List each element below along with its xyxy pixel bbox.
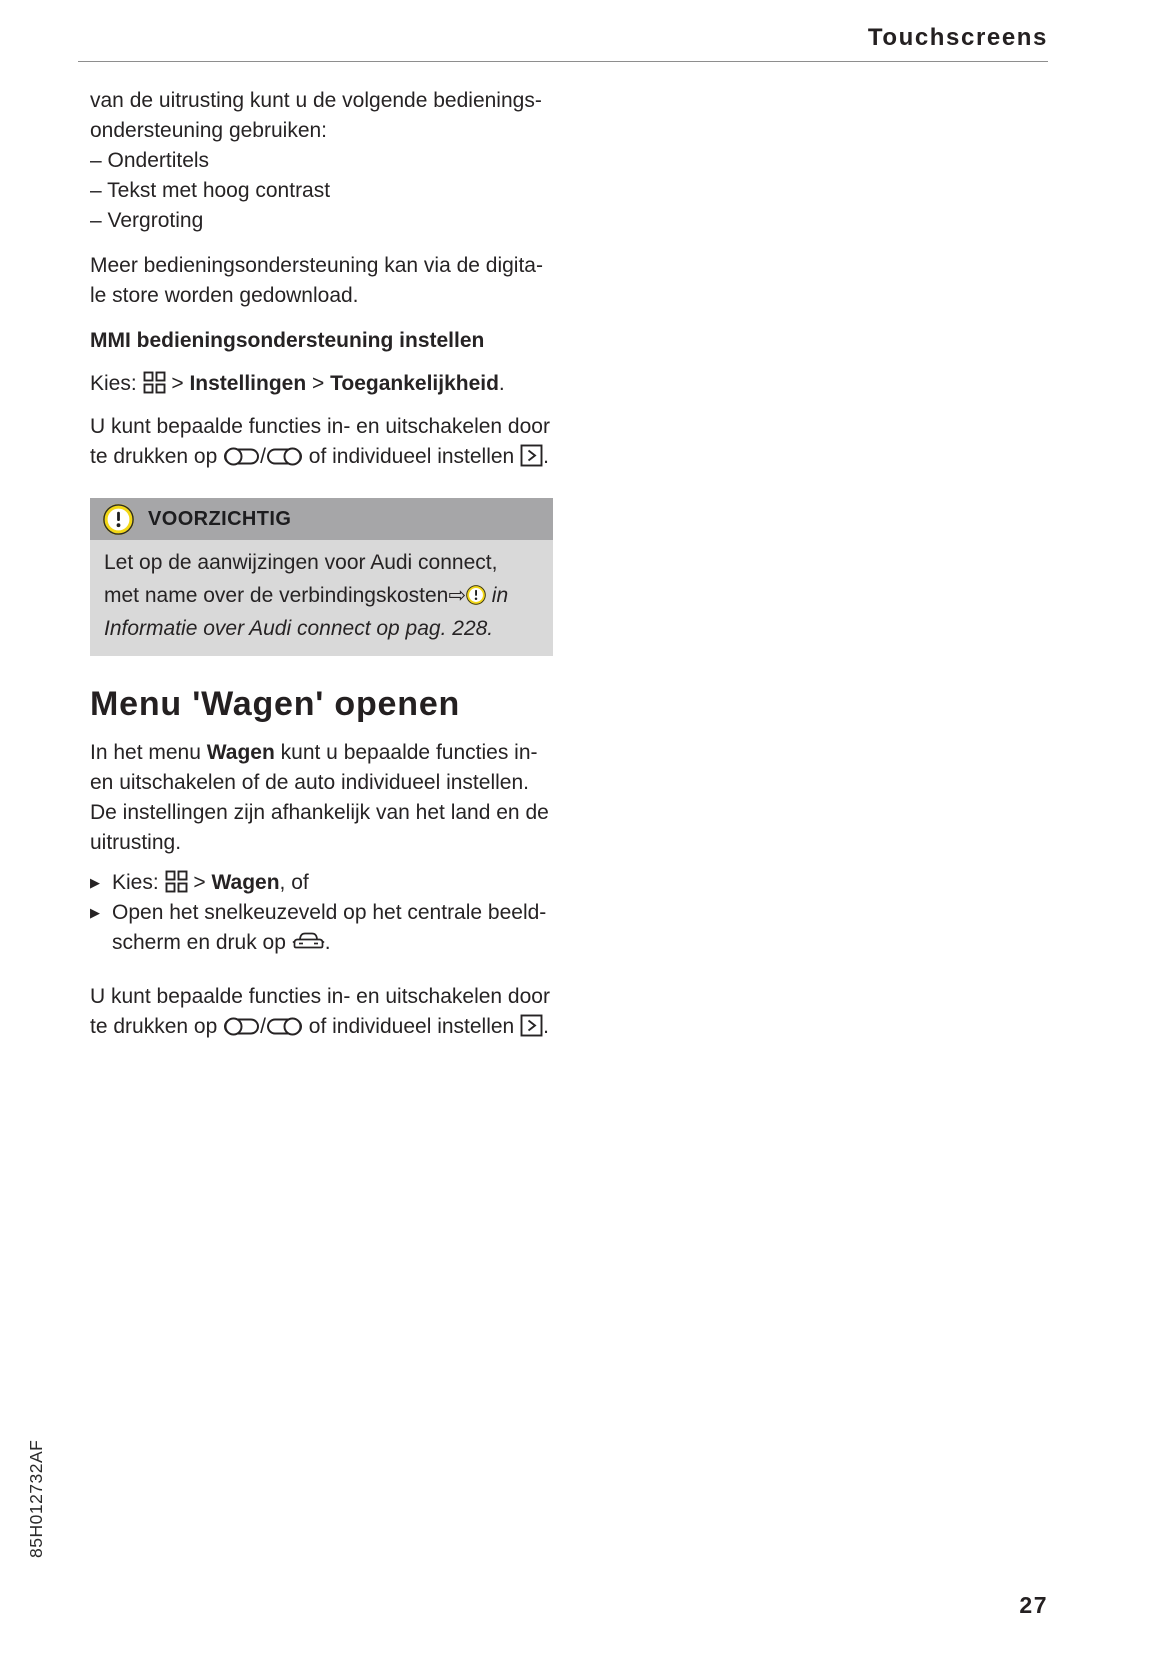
toggle-paragraph bbox=[90, 982, 553, 1042]
intro-line: ondersteuning gebruiken: bbox=[90, 119, 328, 142]
action-list bbox=[90, 868, 553, 958]
text-segment: In het menu bbox=[90, 741, 207, 764]
menu-name-wagen: Wagen bbox=[206, 741, 275, 764]
small-exclamation-icon bbox=[466, 585, 486, 605]
caution-line bbox=[104, 579, 539, 612]
section-subheading: MMI bedieningsondersteuning instellen bbox=[90, 329, 485, 352]
menu-item-toegankelijkheid: Toegankelijkheid bbox=[330, 372, 499, 395]
text-segment: kunt u bepaalde functies in- bbox=[274, 741, 538, 764]
paragraph-line: U kunt bepaalde functies in- en uitschakelen door bbox=[90, 415, 550, 438]
app-menu-grid-icon bbox=[165, 870, 188, 893]
app-menu-grid-icon bbox=[143, 371, 166, 394]
text-segment: / bbox=[260, 1015, 266, 1038]
paragraph-line: en uitschakelen of de auto individueel instellen. bbox=[90, 771, 529, 794]
text-segment: . bbox=[543, 1015, 549, 1038]
caution-title: VOORZICHTIG bbox=[148, 508, 292, 530]
bullet-triangle-icon: ▶ bbox=[90, 875, 100, 890]
caution-header bbox=[90, 498, 553, 540]
list-item: – Tekst met hoog contrast bbox=[90, 179, 331, 202]
menu-path-line bbox=[90, 367, 553, 401]
caution-exclamation-icon bbox=[103, 504, 134, 535]
text-segment: Kies: bbox=[112, 871, 165, 894]
menu-path-prefix: Kies: bbox=[90, 372, 143, 395]
paragraph-line bbox=[90, 738, 553, 768]
text-segment: / bbox=[260, 445, 266, 468]
text-segment: of individueel instellen bbox=[302, 1015, 521, 1038]
menu-path-sep: > bbox=[165, 372, 190, 395]
boxed-chevron-icon bbox=[520, 1014, 543, 1037]
reference-text: in bbox=[485, 584, 509, 607]
toggle-knob-right-icon bbox=[266, 1016, 303, 1037]
document-code: 85H012732AF bbox=[26, 1439, 46, 1558]
list-item: – Ondertitels bbox=[90, 149, 210, 172]
chapter-heading: Menu 'Wagen' openen bbox=[90, 685, 461, 723]
toggle-knob-left-icon bbox=[223, 446, 260, 467]
paragraph-line: le store worden gedownload. bbox=[90, 284, 359, 307]
action-item bbox=[90, 898, 553, 928]
boxed-chevron-icon bbox=[520, 444, 543, 467]
paragraph-line: De instellingen zijn afhankelijk van het land en de bbox=[90, 801, 549, 824]
header-divider bbox=[78, 61, 1048, 62]
paragraph-line-icons bbox=[90, 1012, 553, 1042]
menu-item-instellingen: Instellingen bbox=[189, 372, 307, 395]
text-segment: te drukken op bbox=[90, 1015, 224, 1038]
paragraph-line: Meer bedieningsondersteuning kan via de digita- bbox=[90, 254, 543, 277]
text-segment: > bbox=[187, 871, 212, 894]
paragraph-line-icons bbox=[90, 442, 553, 472]
text-segment: scherm en druk op bbox=[112, 931, 292, 954]
menu-path-suffix: . bbox=[498, 372, 505, 395]
intro-line: van de uitrusting kunt u de volgende bedienings- bbox=[90, 89, 542, 112]
text-segment: . bbox=[324, 931, 331, 954]
text-column bbox=[90, 86, 553, 1042]
paragraph bbox=[90, 251, 553, 311]
page-number: 27 bbox=[1019, 1592, 1048, 1618]
text-segment: , of bbox=[279, 871, 309, 894]
paragraph-line: U kunt bepaalde functies in- en uitschakelen door bbox=[90, 985, 550, 1008]
car-front-icon bbox=[292, 930, 325, 952]
caution-reference-line: Informatie over Audi connect op pag. 228. bbox=[104, 617, 494, 640]
toggle-paragraph bbox=[90, 412, 553, 472]
text-segment: Open het snelkeuzeveld op het centrale beeld- bbox=[112, 901, 547, 924]
action-item bbox=[90, 868, 553, 898]
text-segment: . bbox=[543, 445, 549, 468]
reference-arrow-icon: ⇨ bbox=[448, 584, 466, 607]
caution-box bbox=[90, 498, 553, 656]
text-segment: met name over de verbindingskosten bbox=[104, 584, 449, 607]
text-segment: te drukken op bbox=[90, 445, 224, 468]
text-segment: of individueel instellen bbox=[302, 445, 521, 468]
caution-line: Let op de aanwijzingen voor Audi connect, bbox=[104, 551, 498, 574]
paragraph bbox=[90, 738, 553, 858]
toggle-knob-right-icon bbox=[266, 446, 303, 467]
menu-name-wagen: Wagen bbox=[211, 871, 280, 894]
caution-body bbox=[90, 540, 553, 656]
paragraph-line: uitrusting. bbox=[90, 831, 182, 854]
page-title: Touchscreens bbox=[867, 24, 1048, 51]
bullet-triangle-icon: ▶ bbox=[90, 905, 100, 920]
menu-path-sep: > bbox=[306, 372, 331, 395]
list-item: – Vergroting bbox=[90, 209, 204, 232]
toggle-knob-left-icon bbox=[223, 1016, 260, 1037]
action-item-continuation bbox=[90, 928, 553, 958]
